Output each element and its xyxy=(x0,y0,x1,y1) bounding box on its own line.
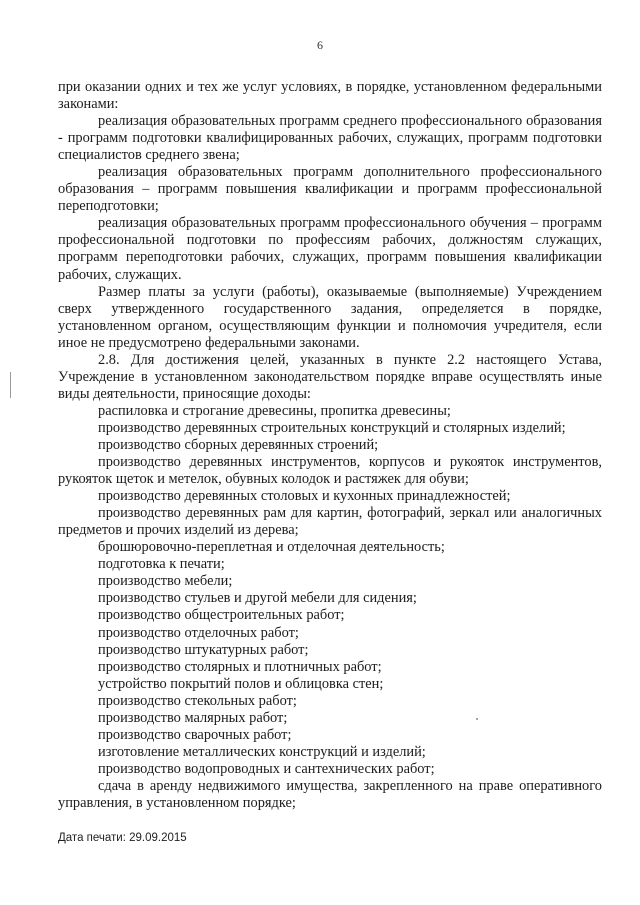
list-item: производство деревянных столовых и кухонных принадлежностей; xyxy=(98,488,511,505)
list-item: производство отделочных работ; xyxy=(98,624,299,641)
list-item: распиловка и строгание древесины, пропитка древесины; xyxy=(98,402,451,419)
list-item: производство мебели; xyxy=(98,573,233,590)
page-number: 6 xyxy=(317,38,323,52)
scan-artifact-dot xyxy=(476,718,478,720)
paragraph-vocational-training: реализация образовательных программ профессионального обучения – программ профессиональной подготовки по профессиям рабочих, должностям служащих, программ переподготовки рабочих, служащих, программ повышения квалификации рабочих, служащих. xyxy=(58,215,602,283)
scan-artifact-left-edge xyxy=(10,372,11,398)
paragraph-additional-professional: реализация образовательных программ дополнительного профессионального образования – программ повышения квалификации и программ профессиональной переподготовки; xyxy=(58,164,602,215)
list-item: устройство покрытий полов и облицовка стен; xyxy=(98,675,384,692)
list-item: производство деревянных инструментов, корпусов и рукояток инструментов, рукояток щеток и метелок, обувных колодок и растяжек для обуви; xyxy=(58,454,602,488)
paragraph-secondary-vocational: реализация образовательных программ среднего профессионального образования - программ подготовки квалифицированных рабочих, служащих, программ подготовки специалистов среднего звена; xyxy=(58,113,602,164)
document-body xyxy=(58,79,602,812)
list-item: подготовка к печати; xyxy=(98,556,225,573)
paragraph-section-2-8: 2.8. Для достижения целей, указанных в пункте 2.2 настоящего Устава, Учреждение в установленном законодательством порядке вправе осуществлять иные виды деятельности, приносящие доходы: xyxy=(58,351,602,402)
list-item: производство малярных работ; xyxy=(98,709,288,726)
list-item: производство сварочных работ; xyxy=(98,726,292,743)
list-item: производство деревянных рам для картин, фотографий, зеркал или аналогичных предметов и прочих изделий из дерева; xyxy=(58,505,602,539)
list-item: производство стульев и другой мебели для сидения; xyxy=(98,590,417,607)
paragraph-fee-size: Размер платы за услуги (работы), оказываемые (выполняемые) Учреждением сверх утвержденного государственного задания, определяется в порядке, установленном органом, осуществляющим функции и полномочия учредителя, если иное не предусмотрено федеральными законами. xyxy=(58,283,602,351)
print-date: Дата печати: 29.09.2015 xyxy=(58,832,187,844)
list-item: изготовление металлических конструкций и изделий; xyxy=(98,743,426,760)
list-item: производство стекольных работ; xyxy=(98,692,297,709)
list-item: производство водопроводных и сантехнических работ; xyxy=(98,760,435,777)
list-item: производство деревянных строительных конструкций и столярных изделий; xyxy=(98,419,566,436)
list-item: брошюровочно-переплетная и отделочная деятельность; xyxy=(98,539,445,556)
paragraph-intro-continuation: при оказании одних и тех же услуг условиях, в порядке, установленном федеральными законами: xyxy=(58,79,602,113)
list-item: производство общестроительных работ; xyxy=(98,607,345,624)
list-item: производство столярных и плотничных работ; xyxy=(98,658,382,675)
list-item: производство штукатурных работ; xyxy=(98,641,309,658)
list-item: производство сборных деревянных строений; xyxy=(98,436,379,453)
list-item: сдача в аренду недвижимого имущества, закрепленного на праве оперативного управления, в установленном порядке; xyxy=(58,777,602,811)
